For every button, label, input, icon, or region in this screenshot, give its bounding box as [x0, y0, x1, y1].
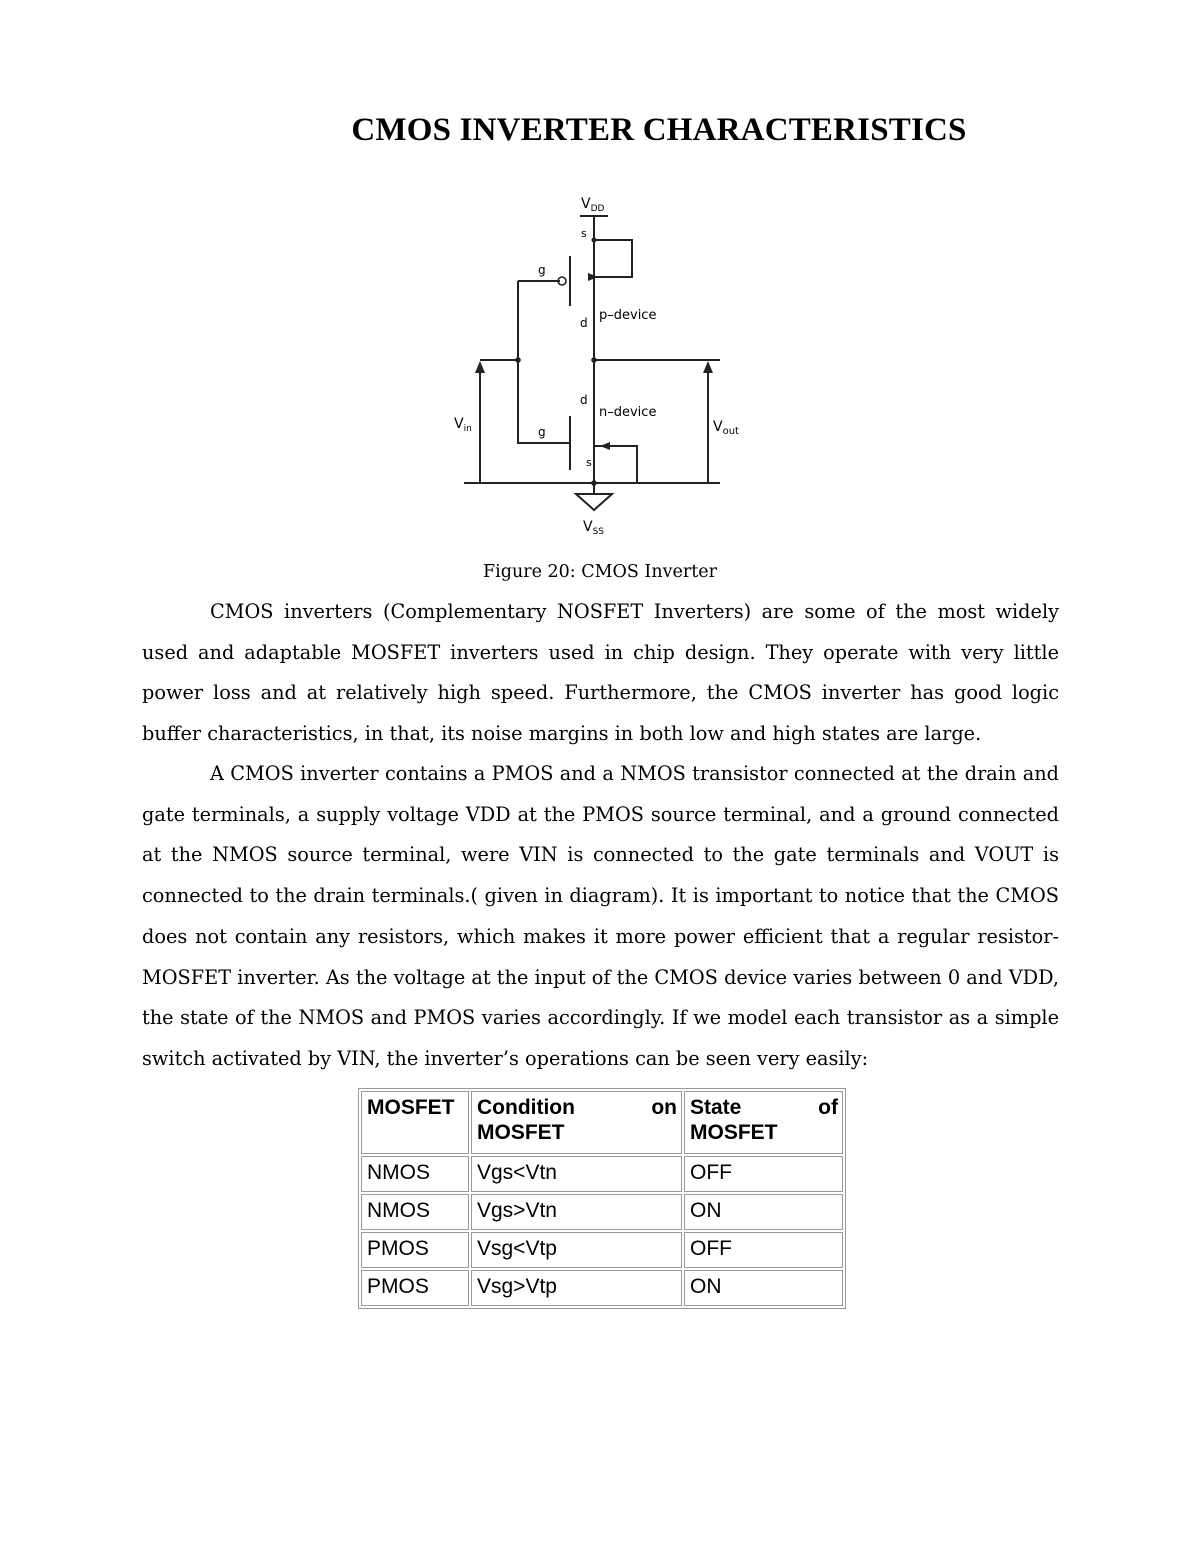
header-condition — [471, 1091, 682, 1154]
cell-condition: Vsg>Vtp — [471, 1270, 682, 1306]
output-node — [591, 357, 597, 363]
paragraph-description: A CMOS inverter contains a PMOS and a NMOS transistor connected at the drain and gate terminals, a supply voltage VDD at the PMOS source terminal, and a ground connected at the NMOS source terminal, were VIN is connected to the gate terminals and VOUT is connected to the drain terminals.( given in diagram). It is important to notice that the CMOS does not contain any resistors, which makes it more power efficient that a regular resistor-MOSFET inverter. As the voltage at the input of the CMOS device varies between 0 and VDD, the state of the NMOS and PMOS varies accordingly. If we model each transistor as a simple switch activated by VIN, the inverter’s operations can be seen very easily: — [142, 762, 1059, 1070]
n-gate-label: g — [538, 425, 546, 439]
vout-arrowhead — [703, 361, 713, 373]
header-state-line2: MOSFET — [690, 1121, 778, 1144]
cell-mosfet: PMOS — [361, 1270, 469, 1306]
p-device-label: p–device — [599, 308, 657, 323]
header-state-line1: State of — [690, 1096, 838, 1119]
table-row — [361, 1270, 843, 1306]
vin-arrowhead — [475, 361, 485, 373]
figure-caption: Figure 20: CMOS Inverter — [483, 562, 717, 582]
n-body-loop — [594, 446, 637, 483]
cell-state: OFF — [684, 1156, 843, 1192]
p-source-node — [592, 238, 597, 243]
n-body-arrow — [600, 442, 610, 450]
ground-symbol — [576, 494, 612, 510]
cmos-inverter-diagram — [452, 188, 752, 548]
paragraph-intro: CMOS inverters (Complementary NOSFET Inverters) are some of the most widely used and adaptable MOSFET inverters used in chip design. They operate with very little power loss and at relatively high speed. Furthermore, the CMOS inverter has good logic buffer characteristics, in that, its noise margins in both low and high states are large. — [142, 600, 1059, 746]
page-title: CMOS INVERTER CHARACTERISTICS — [351, 112, 967, 148]
mosfet-state-table-wrapper — [358, 1088, 846, 1309]
n-device-label: n–device — [599, 405, 657, 420]
vss-label: $V_{SS}$ — [583, 519, 605, 537]
p-body-loop — [594, 240, 632, 277]
p-source-label: s — [581, 227, 587, 240]
cell-condition: Vgs>Vtn — [471, 1194, 682, 1230]
cell-state: ON — [684, 1194, 843, 1230]
table-row — [361, 1232, 843, 1268]
cell-condition: Vsg<Vtp — [471, 1232, 682, 1268]
n-drain-label: d — [580, 393, 588, 407]
cell-mosfet: NMOS — [361, 1194, 469, 1230]
header-condition-line2: MOSFET — [477, 1121, 565, 1144]
mosfet-state-table — [358, 1088, 846, 1309]
header-mosfet: MOSFET — [361, 1091, 469, 1154]
cell-state: OFF — [684, 1232, 843, 1268]
gate-tie-wire — [518, 281, 560, 443]
cell-mosfet: NMOS — [361, 1156, 469, 1192]
vdd-label: $V_{DD}$ — [581, 196, 605, 214]
cell-condition: Vgs<Vtn — [471, 1156, 682, 1192]
p-gate-label: g — [538, 263, 546, 277]
header-condition-line1: Condition on — [477, 1096, 677, 1119]
header-state — [684, 1091, 843, 1154]
vin-label: $V_{in}$ — [454, 416, 472, 434]
cell-mosfet: PMOS — [361, 1232, 469, 1268]
input-node — [515, 357, 521, 363]
vout-label: $V_{out}$ — [713, 419, 739, 437]
table-row — [361, 1156, 843, 1192]
circuit-schematic — [452, 188, 752, 548]
table-row — [361, 1194, 843, 1230]
table-header-row — [361, 1091, 843, 1154]
n-source-label: s — [586, 456, 592, 469]
n-source-node — [591, 480, 597, 486]
p-drain-label: d — [580, 316, 588, 330]
cell-state: ON — [684, 1270, 843, 1306]
